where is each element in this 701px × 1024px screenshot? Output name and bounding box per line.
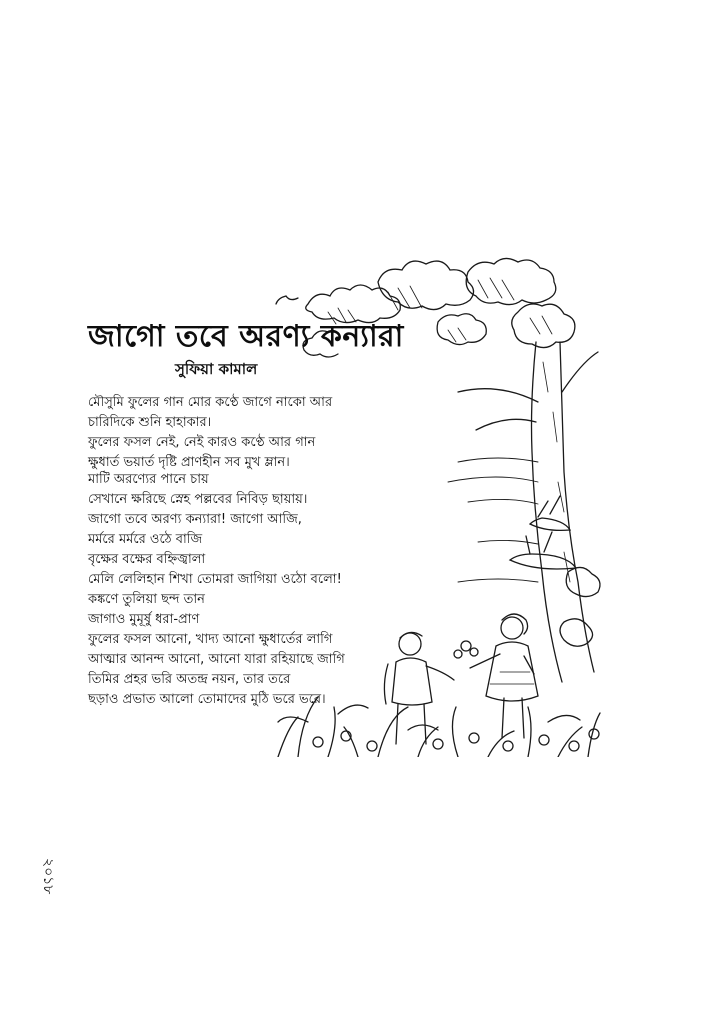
poem-line: জাগাও মুমূর্ষু ধরা-প্রাণ — [88, 612, 200, 627]
page-number: ২০১৮ — [40, 858, 56, 895]
poem-stanza-2 — [88, 470, 345, 710]
poem-line: মর্মরে মর্মরে ওঠে বাজি — [88, 532, 203, 547]
poem-line: চারিদিকে শুনি হাহাকার। — [88, 415, 212, 430]
poem-line: মেলি লেলিহান শিখা তোমরা জাগিয়া ওঠো বলো! — [88, 572, 342, 587]
poem-line: ক্ষুধার্ত ভয়ার্ত দৃষ্টি প্রাণহীন সব মুখ ম্লান। — [88, 455, 290, 470]
poem-line: কঙ্কণে তুলিয়া ছন্দ তান — [88, 592, 205, 607]
poem-line: মৌসুমি ফুলের গান মোর কণ্ঠে জাগে নাকো আর — [88, 395, 333, 410]
poem-line: ফুলের ফসল আনো, খাদ্য আনো ক্ষুধার্তের লাগি — [88, 632, 333, 647]
poem-line: জাগো তবে অরণ্য কন্যারা! জাগো আজি, — [88, 512, 302, 527]
poem-line: বৃক্ষের বক্ষের বহ্নিজ্বালা — [88, 552, 206, 567]
poem-line: মাটি অরণ্যের পানে চায় — [88, 472, 209, 487]
poem-line: ফুলের ফসল নেই, নেই কারও কণ্ঠে আর গান — [88, 435, 316, 450]
poem-stanza-1 — [88, 393, 332, 473]
poem-title: জাগো তবে অরণ্য কন্যারা — [88, 319, 404, 354]
poem-author: সুফিয়া কামাল — [175, 360, 258, 378]
poem-line: সেখানে ক্ষরিছে স্নেহ পল্লবের নিবিড় ছায়ায়। — [88, 492, 308, 507]
poem-line: তিমির প্রহর ভরি অতন্দ্র নয়ন, তার তরে — [88, 672, 291, 687]
poem-line: আত্মার আনন্দ আনো, আনো যারা রহিয়াছে জাগি — [88, 652, 345, 667]
poem-line: ছড়াও প্রভাত আলো তোমাদের মুঠি ভরে ভরে। — [88, 692, 326, 707]
